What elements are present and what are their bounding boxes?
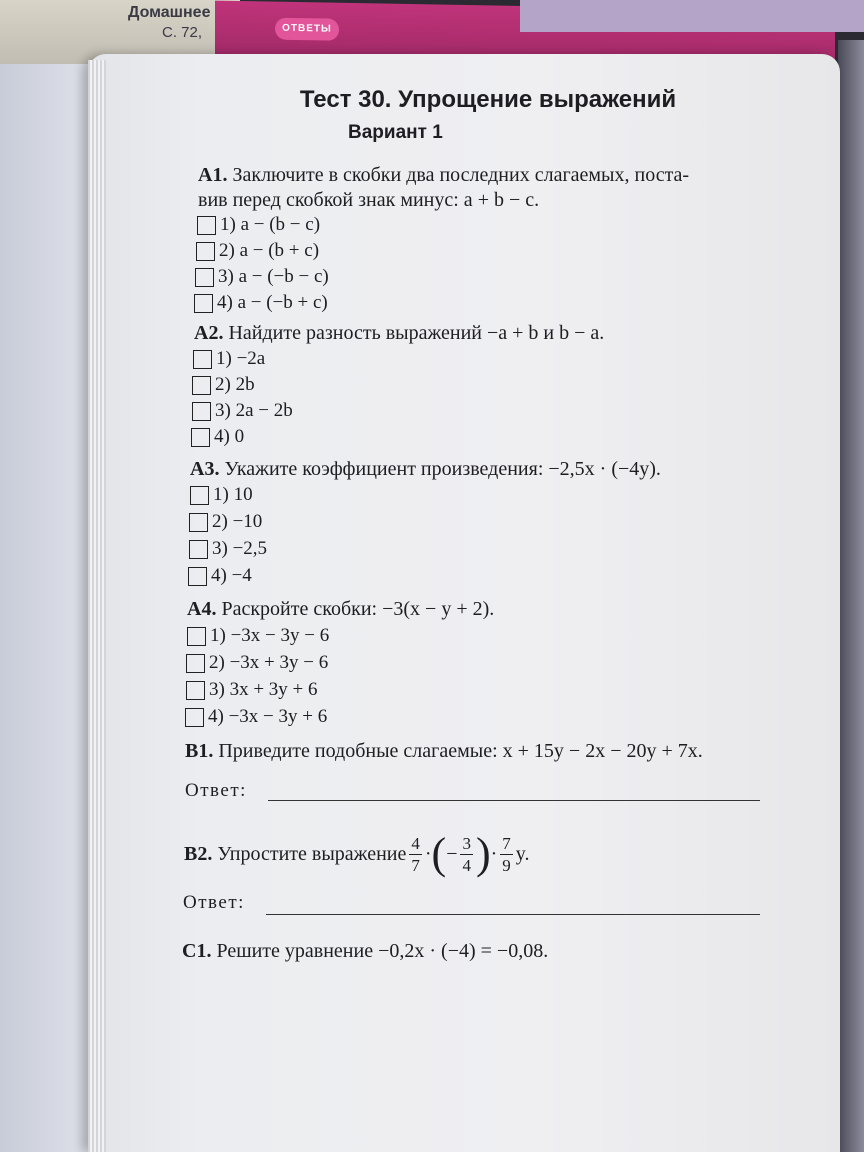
question-a3-option-3[interactable]	[189, 538, 267, 560]
question-a1-option-1[interactable]	[197, 214, 320, 236]
question-a2	[194, 322, 604, 345]
option-text: 1) −3x − 3y − 6	[210, 625, 330, 646]
fraction-7-9	[500, 835, 513, 874]
question-b2-label: В2.	[184, 842, 213, 865]
option-text: 4) −4	[211, 565, 252, 586]
question-a2-option-3[interactable]	[192, 400, 293, 422]
minus-sign: −	[446, 842, 458, 865]
question-a4-option-3[interactable]	[186, 679, 318, 701]
variable-y: y.	[515, 842, 530, 865]
question-a3-label: А3.	[190, 458, 220, 480]
checkbox[interactable]	[185, 708, 204, 727]
question-a3-text: Укажите коэффициент произведения: −2,5x · (−4y).	[224, 458, 661, 480]
background-badge: ОТВЕТЫ	[275, 18, 339, 41]
background-book-page: С. 72,	[162, 24, 203, 41]
checkbox[interactable]	[194, 294, 213, 313]
left-paren: (	[431, 829, 447, 878]
checkbox[interactable]	[186, 681, 205, 700]
option-text: 1) 10	[213, 484, 253, 505]
fraction-4-7	[409, 835, 422, 874]
question-a4-option-1[interactable]	[187, 625, 329, 647]
fraction-denominator: 7	[411, 855, 420, 875]
checkbox[interactable]	[192, 376, 211, 395]
multiply-dot: ·	[424, 842, 432, 865]
question-a1-line-2: вив перед скобкой знак минус: a + b − c.	[198, 189, 540, 211]
option-text: 2) −10	[212, 511, 263, 532]
right-paren: )	[475, 829, 491, 878]
checkbox[interactable]	[197, 216, 216, 235]
question-c1-label: С1.	[182, 940, 212, 962]
fraction-3-4	[460, 835, 473, 874]
background-left-page	[0, 64, 96, 1152]
question-a1-text-1: Заключите в скобки два последних слагаемых, поста-	[232, 164, 690, 186]
question-a4	[187, 598, 494, 621]
question-c1-text: Решите уравнение −0,2x · (−4) = −0,08.	[216, 940, 549, 962]
checkbox[interactable]	[189, 513, 208, 532]
question-a1-option-4[interactable]	[194, 292, 328, 314]
option-text: 4) −3x − 3y + 6	[208, 706, 328, 727]
question-a2-option-2[interactable]	[192, 374, 255, 396]
question-a1-label: А1.	[198, 164, 228, 186]
question-a1-option-3[interactable]	[195, 266, 329, 288]
option-text: 1) −2a	[216, 348, 266, 369]
question-b1-label: В1.	[185, 740, 214, 762]
option-text: 3) −2,5	[212, 538, 268, 559]
question-a2-label: А2.	[194, 322, 224, 344]
b1-answer-field[interactable]	[268, 800, 760, 801]
fraction-numerator: 4	[411, 833, 420, 853]
checkbox[interactable]	[187, 627, 206, 646]
background-lilac-book	[520, 0, 864, 32]
question-a4-label: А4.	[187, 598, 217, 620]
page-stack-edges	[88, 60, 106, 1152]
checkbox[interactable]	[186, 654, 205, 673]
question-a1-line-1	[198, 164, 689, 187]
background-book-title: Домашнее	[128, 4, 211, 21]
option-text: 2) a − (b + c)	[219, 240, 320, 261]
fraction-numerator: 7	[502, 833, 511, 853]
checkbox[interactable]	[188, 567, 207, 586]
question-a2-option-4[interactable]	[191, 426, 244, 448]
question-a2-text: Найдите разность выражений −a + b и b − a.	[228, 322, 605, 344]
checkbox[interactable]	[192, 402, 211, 421]
fraction-denominator: 4	[462, 855, 471, 875]
test-title: Тест 30. Упрощение выражений	[299, 86, 677, 113]
question-a3	[190, 458, 661, 481]
question-a3-option-4[interactable]	[188, 565, 252, 587]
option-text: 1) a − (b − c)	[220, 214, 321, 235]
option-text: 2) −3x + 3y − 6	[209, 652, 329, 673]
question-b1	[185, 740, 703, 763]
checkbox[interactable]	[190, 486, 209, 505]
checkbox[interactable]	[196, 242, 215, 261]
b1-answer-label: Ответ:	[185, 780, 247, 801]
checkbox[interactable]	[191, 428, 210, 447]
question-a1-option-2[interactable]	[196, 240, 319, 262]
fraction-denominator: 9	[502, 855, 511, 875]
question-a4-text: Раскройте скобки: −3(x − y + 2).	[221, 598, 495, 620]
question-a3-option-2[interactable]	[189, 511, 262, 533]
question-a3-option-1[interactable]	[190, 484, 253, 506]
variant-title: Вариант 1	[348, 122, 443, 143]
option-text: 3) 2a − 2b	[215, 400, 293, 421]
b2-answer-field[interactable]	[266, 914, 760, 915]
option-text: 2) 2b	[215, 374, 255, 395]
multiply-dot: ·	[490, 842, 498, 865]
fraction-numerator: 3	[462, 833, 471, 853]
question-a4-option-4[interactable]	[185, 706, 327, 728]
question-b1-text: Приведите подобные слагаемые: x + 15y − 2x − 20y + 7x.	[218, 740, 703, 762]
option-text: 3) a − (−b − c)	[218, 266, 329, 287]
background-right-edge	[838, 40, 864, 1152]
option-text: 4) 0	[214, 426, 245, 447]
question-c1	[182, 940, 548, 963]
b2-answer-label: Ответ:	[183, 892, 245, 913]
option-text: 4) a − (−b + c)	[217, 292, 328, 313]
question-a4-option-2[interactable]	[186, 652, 328, 674]
option-text: 3) 3x + 3y + 6	[209, 679, 318, 700]
question-b2-text: Упростите выражение	[217, 842, 407, 865]
question-a2-option-1[interactable]	[193, 348, 265, 370]
checkbox[interactable]	[189, 540, 208, 559]
question-b2	[184, 829, 530, 878]
checkbox[interactable]	[195, 268, 214, 287]
checkbox[interactable]	[193, 350, 212, 369]
